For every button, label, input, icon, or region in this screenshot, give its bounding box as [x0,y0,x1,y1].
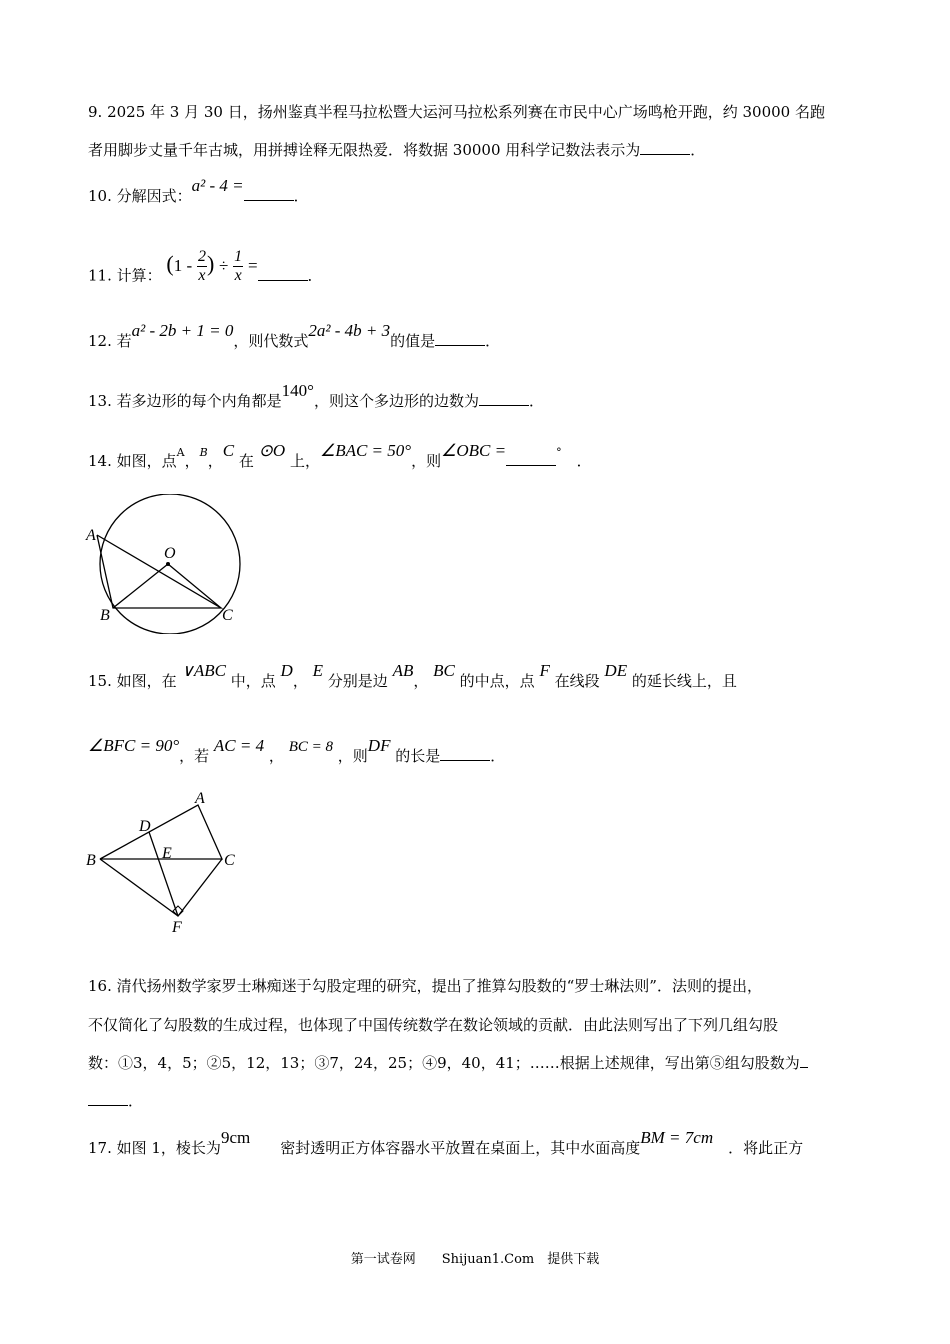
figure-circle-abc [84,494,244,634]
answer-blank [640,140,690,155]
q16-line2: 不仅简化了勾股数的生成过程，也体现了中国传统数学在数论领域的贡献．由此法则写出了下列几组勾股 [88,1016,779,1034]
q15-line2: ∠BFC = 90°，若 AC = 4 ， BC = 8 ，则DF 的长是 ． [88,736,506,765]
q14-given-angle: ∠BAC = 50° [319,441,412,460]
q9-line2: 者用脚步丈量千年古城，用拼搏诠释无限热爱．将数据 30000 用科学记数法表示为 ． [88,141,706,159]
answer-blank [506,451,556,466]
q10: 10. 分解因式：a² - 4 =． [88,176,309,205]
q12-expression: 2a² - 4b + 3 [308,321,391,340]
q11: 11. 计算： (1 - $\frac{2}{x}$ ) ÷ $\frac{1}{x}$ =． [88,248,323,285]
q17: 17. 如图 1，棱长为9cm 密封透明正方体容器水平放置在桌面上，其中水面高度BM = 7cm ．将此正方 [88,1128,804,1157]
point-label-f: F [172,919,182,936]
point-label-d: D [139,818,151,835]
q15-line1: 15. 如图，在 ∨ABC 中，点 D， E 分别是边 AB， BC 的中点，点 F 在线段 DE 的延长线上，且 [88,661,737,690]
q14: 14. 如图，点$^A$，$^B$，C 在 ⊙O 上，∠BAC = 50°，则∠OBC = ° ． [88,441,592,470]
segment-ob [113,564,168,608]
center-point [166,562,170,566]
fraction-1-over-x: $\frac{1}{x}$ [234,248,243,284]
answer-blank [479,391,529,406]
left-paren: ( [166,250,174,276]
point-label-c: C [222,607,233,624]
answer-blank [88,1091,128,1106]
point-label-a: A [195,790,205,807]
q13: 13. 若多边形的每个内角都是140°，则这个多边形的边数为 ． [88,381,544,410]
answer-blank [435,331,485,346]
point-label-o: O [164,545,176,562]
answer-blank [258,266,308,281]
q16-line1: 16. 清代扬州数学家罗士琳痴迷于勾股定理的研究，提出了推算勾股数的“罗士琳法则”．法则的提出， [88,977,762,995]
answer-blank-start [800,1053,808,1068]
point-label-e: E [162,845,172,862]
figure-triangle-abc [84,786,244,938]
point-label-c: C [224,852,235,869]
answer-blank [244,186,294,201]
q16-line4: ． [88,1091,143,1111]
fraction-2-over-x: $\frac{2}{x}$ [197,248,206,284]
point-label-b: B [100,607,110,624]
q17-water-height: BM = 7cm [640,1128,714,1147]
segment-oc [168,564,221,608]
q16-line3: 数：①3，4，5；②5，12，13；③7，24，25；④9，40，41；……根据上述规律，写出第⑤组勾股数为 [88,1053,808,1073]
q12-condition: a² - 2b + 1 = 0 [131,321,234,340]
point-label-b: B [86,852,96,869]
q9-line1: 9. 2025 年 3 月 30 日，扬州鉴真半程马拉松暨大运河马拉松系列赛在市民中心广场鸣枪开跑，约 30000 名跑 [88,103,825,121]
q12: 12. 若a² - 2b + 1 = 0，则代数式2a² - 4b + 3的值是 ． [88,321,501,350]
page-footer: 第一试卷网 Shijuan1.Com 提供下载 [350,1252,600,1267]
q13-angle: 140° [281,381,314,400]
triangle-abc [100,805,222,859]
answer-blank [440,746,490,761]
right-paren: ) [206,250,215,276]
point-label-a: A [86,527,96,544]
q10-expression: a² - 4 = [191,176,244,195]
q17-edge-length: 9cm [220,1128,251,1147]
q14-asked-angle: ∠OBC = [441,441,507,460]
